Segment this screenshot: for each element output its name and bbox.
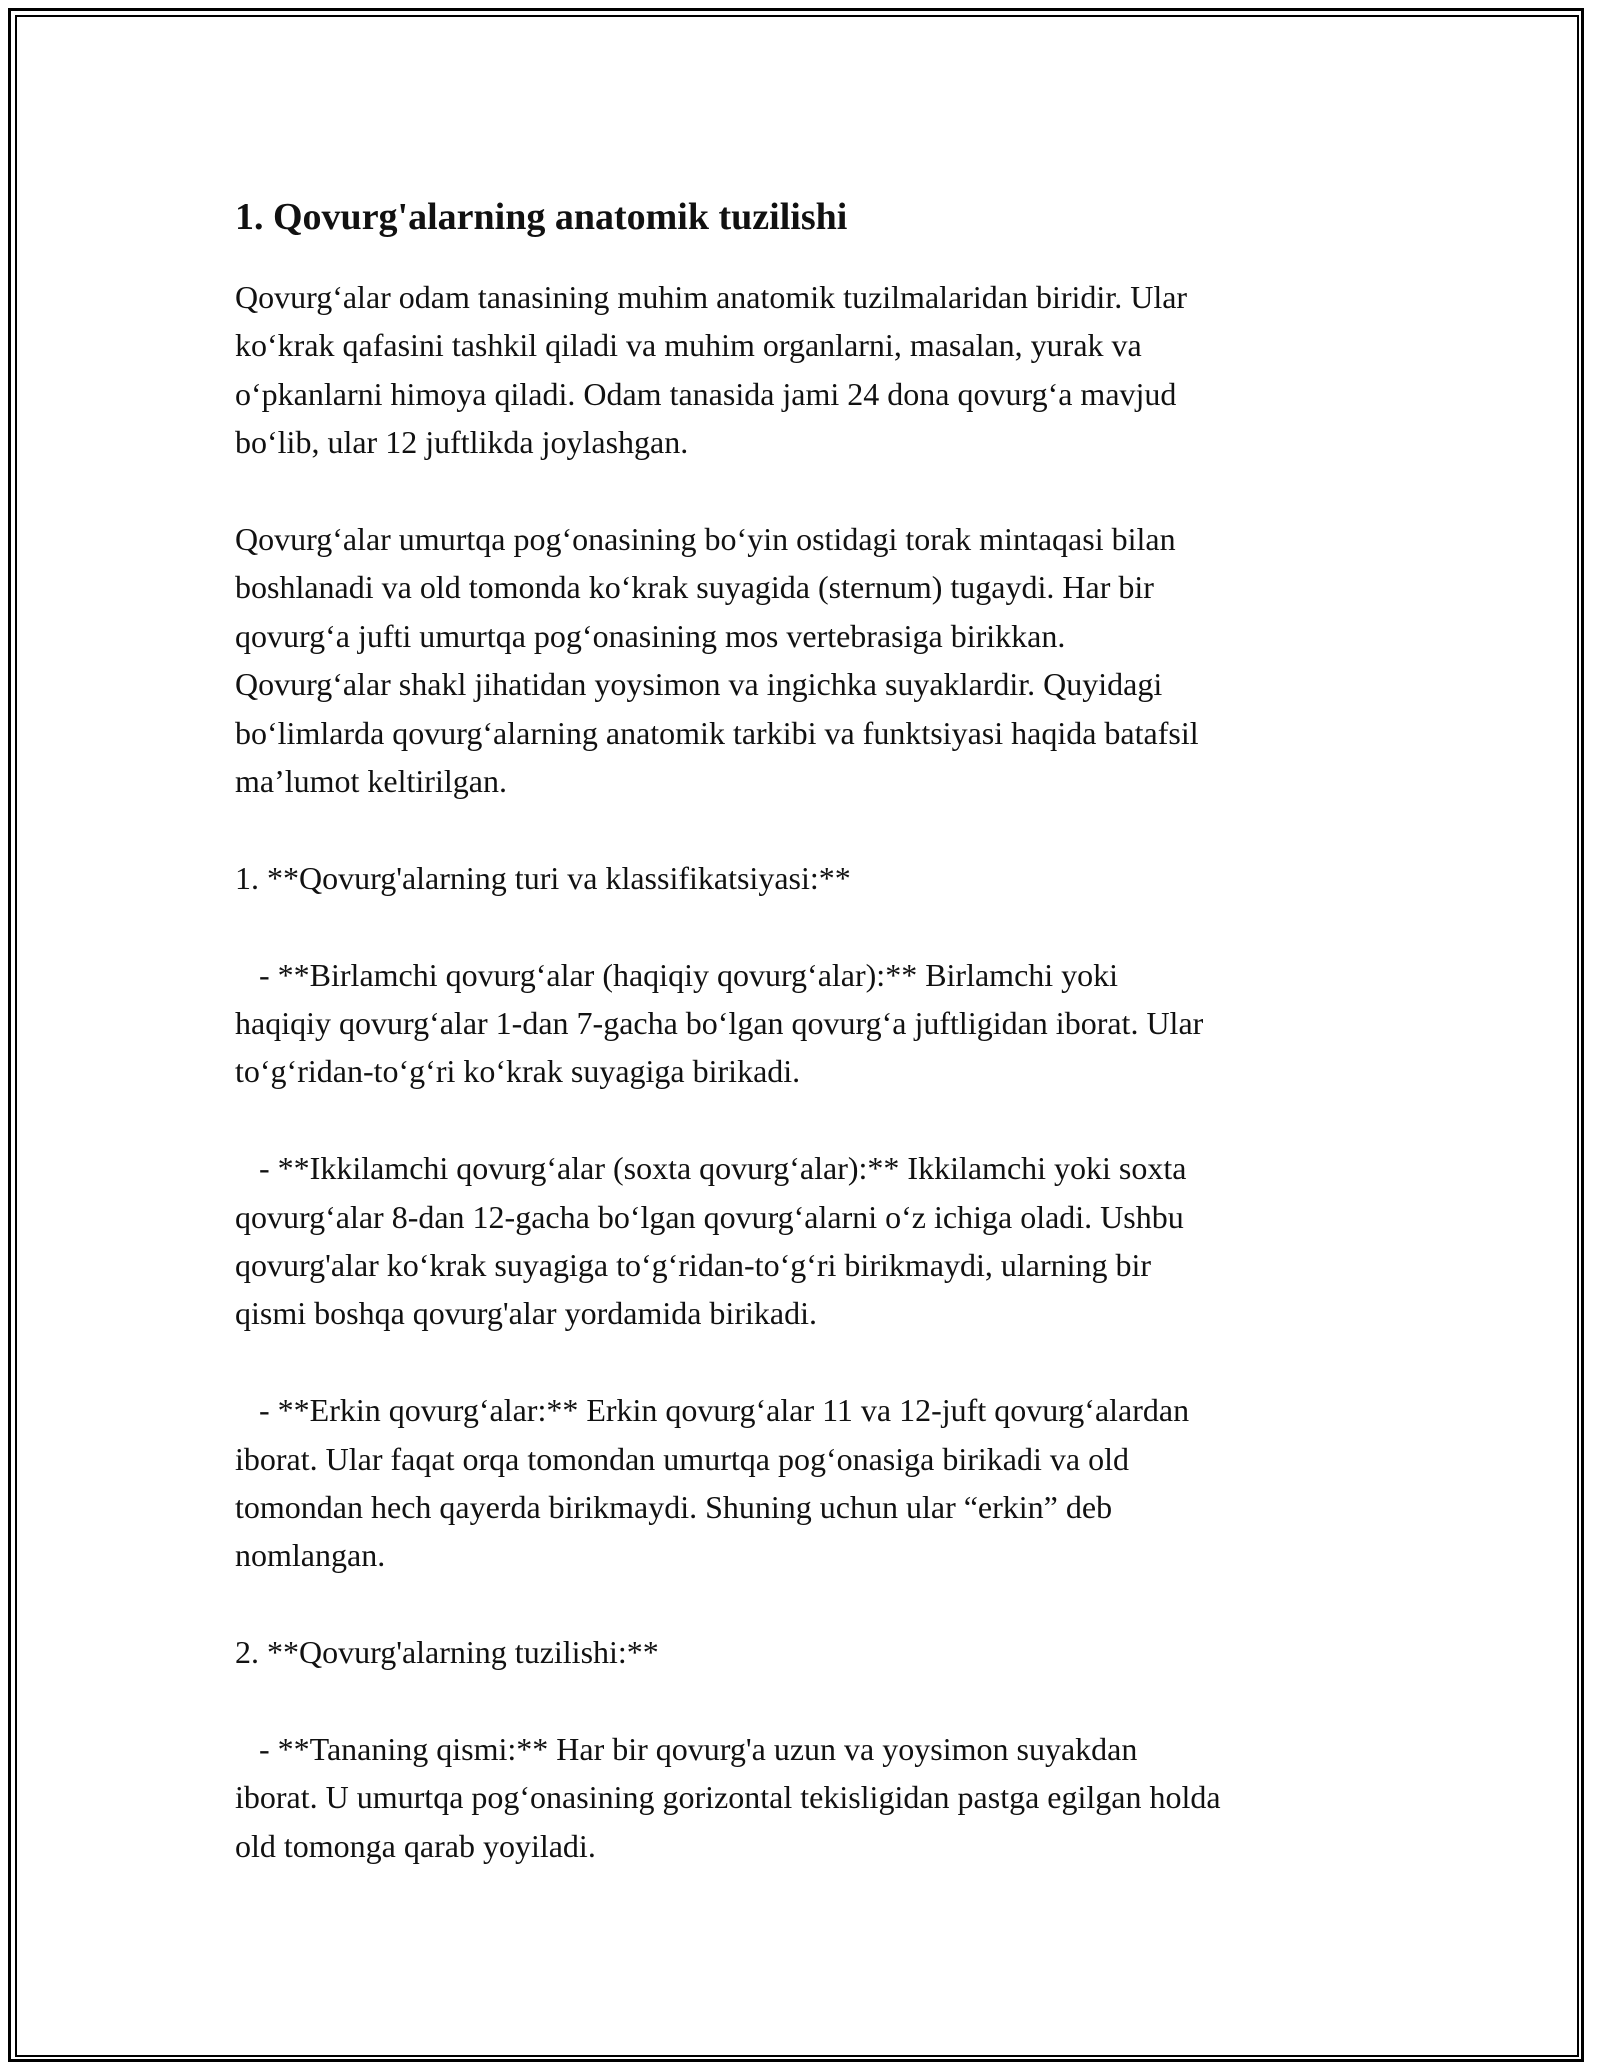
- section-heading-structure: 2. **Qovurg'alarning tuzilishi:**: [235, 1634, 659, 1671]
- section-heading-types: 1. **Qovurg'alarning turi va klassifikatsiyasi:**: [235, 859, 851, 896]
- list-item-body-part: - **Tananing qismi:** Har bir qovurg'a uzun va yoysimon suyakdan iborat. U umurtqa pog‘onasining gorizontal tekisligidan pastga egilgan holda old tomonga qarab yoyiladi.: [235, 1731, 1221, 1864]
- paragraph-spacer: [235, 467, 1375, 515]
- document-heading: 1. Qovurg'alarning anatomik tuzilishi: [235, 196, 848, 238]
- paragraph-spacer: [235, 1338, 1375, 1386]
- paragraph-intro: Qovurg‘alar odam tanasining muhim anatomik tuzilmalaridan biridir. Ular ko‘krak qafasini tashkil qiladi va muhim organlarni, masalan, yurak va o‘pkanlarni himoya qiladi. Odam tanasida jami 24 dona qovurg‘a mavjud bo‘lib, ular 12 juftlikda joylashgan.: [235, 279, 1188, 461]
- paragraph-spacer: [235, 1580, 1375, 1628]
- list-item-floating-ribs: - **Erkin qovurg‘alar:** Erkin qovurg‘alar 11 va 12-juft qovurg‘alardan iborat. Ular faqat orqa tomondan umurtqa pog‘onasiga birikadi va old tomondan hech qayerda birikmaydi. Shuning uchun ular “erkin” deb nomlangan.: [235, 1392, 1190, 1574]
- paragraph-spacer: [235, 805, 1375, 853]
- list-item-false-ribs: - **Ikkilamchi qovurg‘alar (soxta qovurg‘alar):** Ikkilamchi yoki soxta qovurg‘alar 8-dan 12-gacha bo‘lgan qovurg‘alarni o‘z ichiga oladi. Ushbu qovurg'alar ko‘krak suyagiga to‘g‘ridan-to‘g‘ri birikmaydi, ularning bir qismi boshqa qovurg'alar yordamida birikadi.: [235, 1150, 1187, 1332]
- paragraph-spacer: [235, 902, 1375, 950]
- paragraph-spacer: [235, 1677, 1375, 1725]
- paragraph-location: Qovurg‘alar umurtqa pog‘onasining bo‘yin ostidagi torak mintaqasi bilan boshlanadi va old tomonda ko‘krak suyagida (sternum) tugaydi. Har bir qovurg‘a jufti umurtqa pog‘onasining mos vertebrasiga birikkan. Qovurg‘alar shakl jihatidan yoysimon va ingichka suyaklardir. Quyidagi bo‘limlarda qovurg‘alarning anatomik tarkibi va funktsiyasi haqida batafsil ma’lumot keltirilgan.: [235, 521, 1199, 800]
- list-item-true-ribs: - **Birlamchi qovurg‘alar (haqiqiy qovurg‘alar):** Birlamchi yoki haqiqiy qovurg‘alar 1-dan 7-gacha bo‘lgan qovurg‘a juftligidan iborat. Ular to‘g‘ridan-to‘g‘ri ko‘krak suyagiga birikadi.: [235, 956, 1204, 1090]
- document-body: [235, 183, 1375, 1870]
- paragraph-spacer: [235, 1096, 1375, 1144]
